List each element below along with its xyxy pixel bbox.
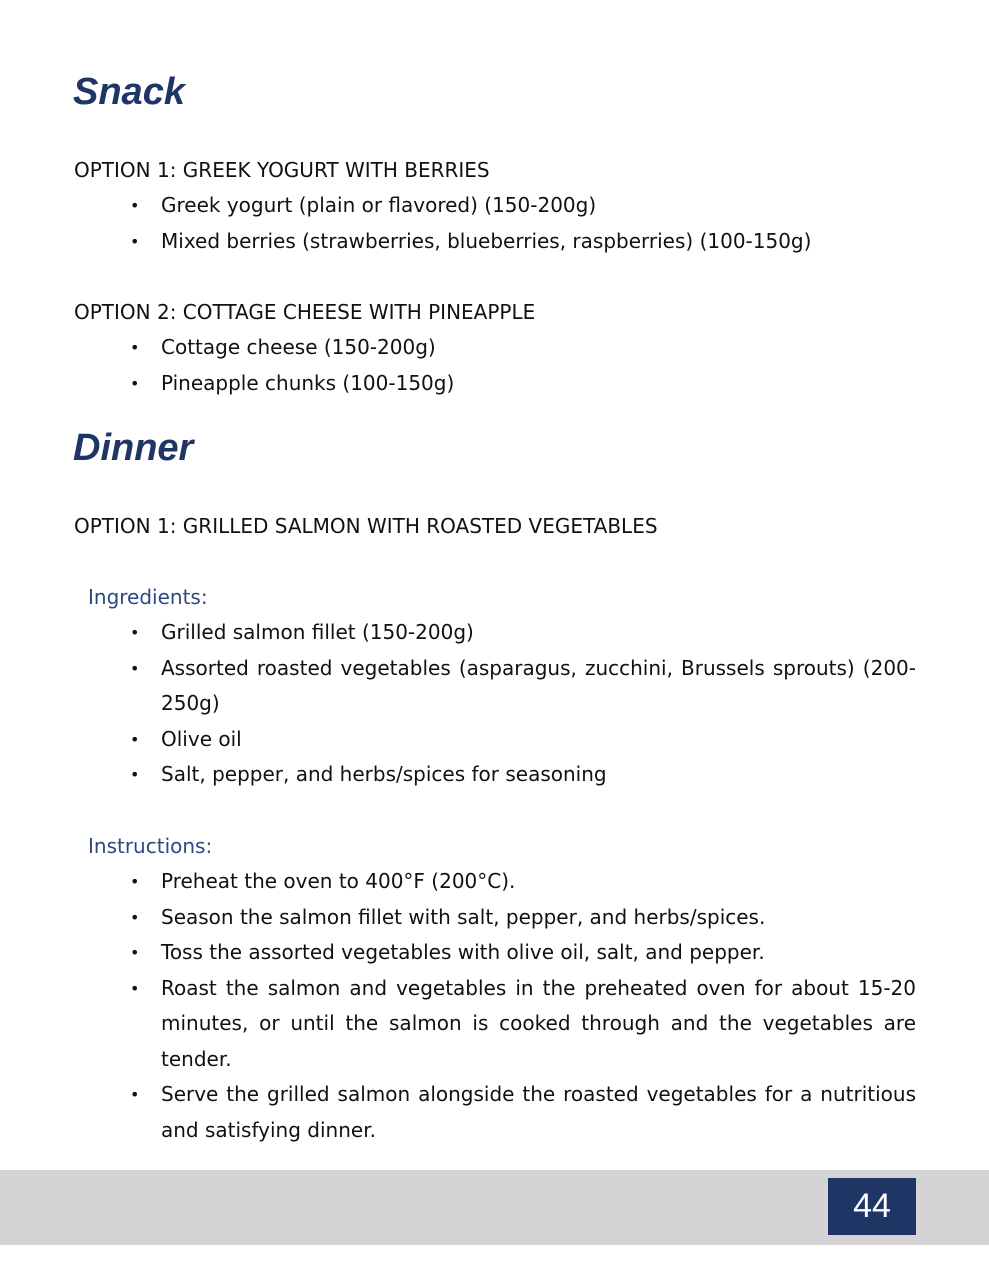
snack-option-2-list: [130, 330, 916, 401]
list-item: • Olive oil: [130, 722, 916, 758]
snack-option-2-title: OPTION 2: COTTAGE CHEESE WITH PINEAPPLE: [74, 300, 536, 324]
bullet-icon: •: [130, 338, 140, 357]
list-item: • Salt, pepper, and herbs/spices for seasoning: [130, 757, 916, 793]
dinner-option-1-title: OPTION 1: GRILLED SALMON WITH ROASTED VEGETABLES: [74, 514, 658, 538]
dinner-heading: Dinner: [73, 427, 194, 469]
bullet-icon: •: [130, 907, 140, 927]
list-item: • Toss the assorted vegetables with olive oil, salt, and pepper.: [130, 935, 916, 971]
ingredients-list: [130, 615, 916, 793]
list-item: • Assorted roasted vegetables (asparagus, zucchini, Brussels sprouts) (200-250g): [130, 651, 916, 722]
snack-heading: Snack: [73, 71, 185, 113]
list-item: • Serve the grilled salmon alongside the roasted vegetables for a nutritious and satisfying dinner.: [130, 1077, 916, 1148]
bullet-icon: •: [130, 623, 140, 642]
bullet-icon: •: [130, 658, 140, 678]
bullet-icon: •: [130, 729, 140, 749]
list-item: • Roast the salmon and vegetables in the preheated oven for about 15-20 minutes, or until the salmon is cooked through and the vegetables are tender.: [130, 971, 916, 1078]
bullet-icon: •: [130, 231, 140, 251]
bullet-icon: •: [130, 1085, 140, 1104]
ingredients-heading: Ingredients:: [88, 585, 208, 609]
bullet-icon: •: [130, 765, 140, 784]
page-number: 44: [828, 1178, 916, 1235]
snack-option-1-list: [130, 188, 916, 259]
snack-option-1-title: OPTION 1: GREEK YOGURT WITH BERRIES: [74, 158, 490, 182]
list-item: • Grilled salmon fillet (150-200g): [130, 615, 916, 651]
bullet-icon: •: [130, 872, 140, 891]
instructions-list: [130, 864, 916, 1148]
list-item: • Cottage cheese (150-200g): [130, 330, 916, 366]
list-item: • Greek yogurt (plain or flavored) (150-200g): [130, 188, 916, 224]
instructions-heading: Instructions:: [88, 834, 213, 858]
bullet-icon: •: [130, 373, 140, 393]
bullet-icon: •: [130, 196, 140, 215]
list-item: • Preheat the oven to 400°F (200°C).: [130, 864, 916, 900]
list-item: • Mixed berries (strawberries, blueberries, raspberries) (100-150g): [130, 224, 916, 260]
bullet-icon: •: [130, 943, 140, 962]
list-item: • Pineapple chunks (100-150g): [130, 366, 916, 402]
bullet-icon: •: [130, 978, 140, 998]
list-item: • Season the salmon fillet with salt, pepper, and herbs/spices.: [130, 900, 916, 936]
